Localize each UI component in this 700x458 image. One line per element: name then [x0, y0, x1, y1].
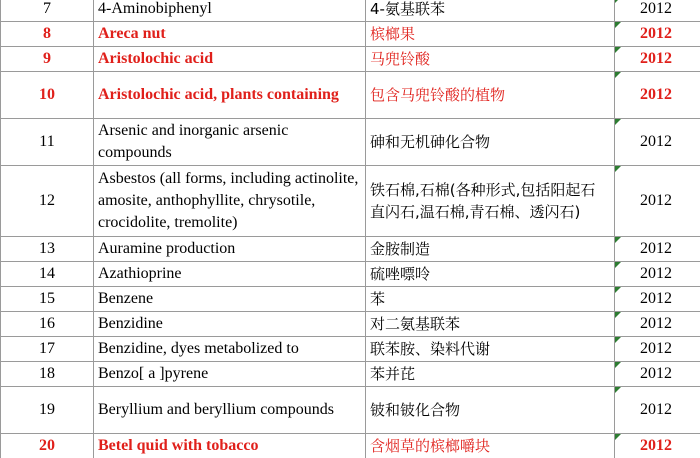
cell-english-name[interactable]: Azathioprine: [94, 262, 366, 287]
cell-english-name[interactable]: Benzidine: [94, 312, 366, 337]
table-row[interactable]: [1, 166, 700, 237]
cell-english-name[interactable]: Benzo[ a ]pyrene: [94, 362, 366, 387]
cell-number[interactable]: 15: [1, 287, 94, 312]
cell-chinese-name[interactable]: 4-氨基联苯: [366, 0, 615, 22]
cell-year[interactable]: 2012: [615, 362, 700, 387]
cell-year[interactable]: 2012: [615, 119, 700, 166]
cell-chinese-name[interactable]: 包含马兜铃酸的植物: [366, 72, 615, 119]
cell-number[interactable]: 13: [1, 237, 94, 262]
cell-year[interactable]: 2012: [615, 0, 700, 22]
table-row[interactable]: [1, 237, 700, 262]
cell-chinese-name[interactable]: 联苯胺、染料代谢: [366, 337, 615, 362]
cell-number[interactable]: 17: [1, 337, 94, 362]
table-row[interactable]: [1, 72, 700, 119]
cell-number[interactable]: 20: [1, 434, 94, 458]
cell-number[interactable]: 8: [1, 22, 94, 47]
cell-english-name[interactable]: Beryllium and beryllium compounds: [94, 387, 366, 434]
cell-year[interactable]: 2012: [615, 47, 700, 72]
cell-english-name[interactable]: Areca nut: [94, 22, 366, 47]
cell-chinese-name[interactable]: 含烟草的槟榔嚼块: [366, 434, 615, 458]
cell-chinese-name[interactable]: 对二氨基联苯: [366, 312, 615, 337]
cell-english-name[interactable]: Benzene: [94, 287, 366, 312]
cell-year[interactable]: 2012: [615, 387, 700, 434]
table-row[interactable]: [1, 262, 700, 287]
cell-year[interactable]: 2012: [615, 337, 700, 362]
table-row[interactable]: [1, 287, 700, 312]
cell-chinese-name[interactable]: 金胺制造: [366, 237, 615, 262]
cell-year[interactable]: 2012: [615, 434, 700, 458]
cell-number[interactable]: 19: [1, 387, 94, 434]
cell-number[interactable]: 7: [1, 0, 94, 22]
cell-chinese-name[interactable]: 砷和无机砷化合物: [366, 119, 615, 166]
cell-english-name[interactable]: Aristolochic acid, plants containing: [94, 72, 366, 119]
cell-chinese-name[interactable]: 铁石棉,石棉(各种形式,包括阳起石直闪石,温石棉,青石棉、透闪石): [366, 166, 615, 237]
cell-year[interactable]: 2012: [615, 237, 700, 262]
cell-english-name[interactable]: Betel quid with tobacco: [94, 434, 366, 458]
cell-number[interactable]: 9: [1, 47, 94, 72]
cell-number[interactable]: 10: [1, 72, 94, 119]
table-row[interactable]: [1, 119, 700, 166]
table-row[interactable]: [1, 362, 700, 387]
cell-number[interactable]: 16: [1, 312, 94, 337]
cell-chinese-name[interactable]: 马兜铃酸: [366, 47, 615, 72]
cell-number[interactable]: 11: [1, 119, 94, 166]
cell-chinese-name[interactable]: 槟榔果: [366, 22, 615, 47]
cell-english-name[interactable]: Arsenic and inorganic arsenic compounds: [94, 119, 366, 166]
cell-number[interactable]: 14: [1, 262, 94, 287]
cell-english-name[interactable]: Auramine production: [94, 237, 366, 262]
table-row[interactable]: [1, 0, 700, 22]
cell-year[interactable]: 2012: [615, 72, 700, 119]
cell-number[interactable]: 18: [1, 362, 94, 387]
table-row[interactable]: [1, 22, 700, 47]
cell-year[interactable]: 2012: [615, 22, 700, 47]
cell-english-name[interactable]: Benzidine, dyes metabolized to: [94, 337, 366, 362]
cell-year[interactable]: 2012: [615, 166, 700, 237]
cell-english-name[interactable]: Asbestos (all forms, including actinolite, amosite, anthophyllite, chrysotile, crocidolite, tremolite): [94, 166, 366, 237]
cell-chinese-name[interactable]: 硫唑嘌呤: [366, 262, 615, 287]
cell-year[interactable]: 2012: [615, 287, 700, 312]
table-row[interactable]: [1, 434, 700, 458]
cell-number[interactable]: 12: [1, 166, 94, 237]
cell-english-name[interactable]: Aristolochic acid: [94, 47, 366, 72]
table-row[interactable]: [1, 47, 700, 72]
cell-chinese-name[interactable]: 苯: [366, 287, 615, 312]
cell-year[interactable]: 2012: [615, 312, 700, 337]
table-row[interactable]: [1, 387, 700, 434]
table-row[interactable]: [1, 337, 700, 362]
cell-chinese-name[interactable]: 苯并芘: [366, 362, 615, 387]
table-body: [1, 0, 700, 458]
cell-year[interactable]: 2012: [615, 262, 700, 287]
table-row[interactable]: [1, 312, 700, 337]
cell-english-name[interactable]: 4-Aminobiphenyl: [94, 0, 366, 22]
cell-chinese-name[interactable]: 铍和铍化合物: [366, 387, 615, 434]
